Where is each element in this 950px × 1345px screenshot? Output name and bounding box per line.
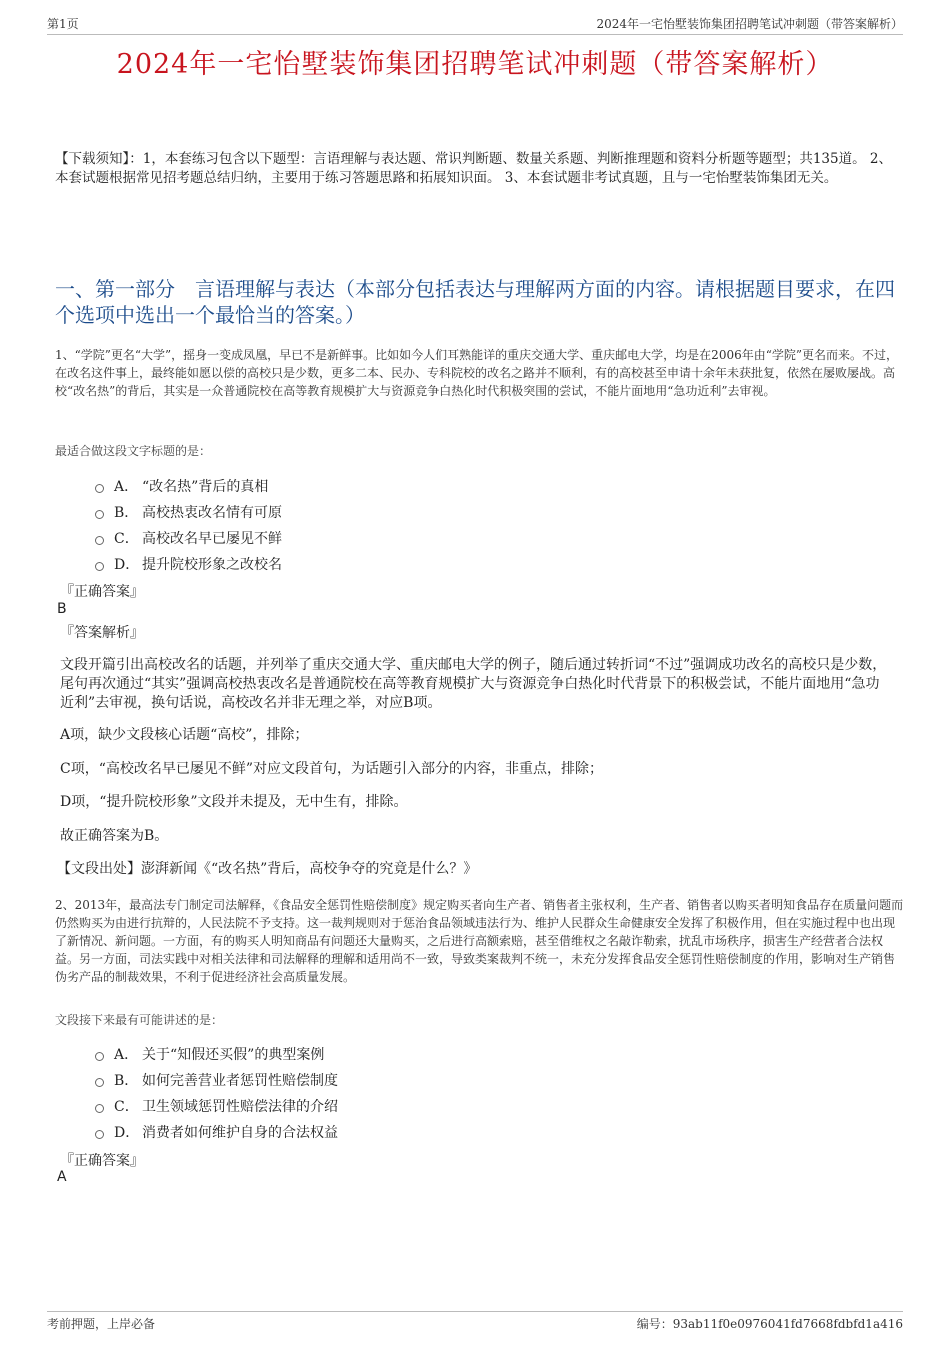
question-2-option-c[interactable]: C． 卫生领域惩罚性赔偿法律的介绍 [95, 1093, 695, 1119]
page-number: 第1页 [47, 17, 79, 31]
radio-icon[interactable] [95, 1130, 104, 1139]
page-footer [47, 1311, 903, 1332]
question-1-prompt: 最适合做这段文字标题的是： [55, 444, 212, 458]
question-2-prompt: 文段接下来最有可能讲述的是： [55, 1013, 224, 1027]
header-doc-title: 2024年一宅怡墅装饰集团招聘笔试冲刺题（带答案解析） [596, 17, 903, 31]
question-1-answer: B [57, 601, 67, 617]
document-title: 2024年一宅怡墅装饰集团招聘笔试冲刺题（带答案解析） [116, 49, 834, 80]
question-1-option-c[interactable]: C． 高校改名早已屡见不鲜 [95, 525, 695, 551]
radio-icon[interactable] [95, 562, 104, 571]
radio-icon[interactable] [95, 510, 104, 519]
question-1-options [95, 473, 695, 577]
question-2-text: 2、2013年，最高法专门制定司法解释，《食品安全惩罚性赔偿制度》规定购买者向生产者、销售者主张权利，生产者、销售者以购买者明知食品存在质量问题而仍然购买为由进行抗辩的，人民法院不予支持。这一裁判规则对于惩治食品领域违法行为、维护人民群众生命健康安全发挥了积极作用，但在实施过程中也出现了新情况、新问题。一方面，有的购买人明知商品有问题还大量购买，之后进行高额索赔，甚至借维权之名敲诈勒索，扰乱市场秩序，损害生产经营者合法权益。另一方面，司法实践中对相关法律和司法解释的理解和适用尚不一致，导致类案裁判不统一，未充分发挥食品安全惩罚性赔偿制度的作用，影响对生产销售伪劣产品的制裁效果，不利于促进经济社会高质量发展。 [55, 898, 904, 984]
question-2-option-b[interactable]: B． 如何完善营业者惩罚性赔偿制度 [95, 1067, 695, 1093]
question-2-option-a[interactable]: A． 关于“知假还买假”的典型案例 [95, 1041, 695, 1067]
radio-icon[interactable] [95, 1052, 104, 1061]
question-2-options [95, 1041, 695, 1145]
question-1-answer-label: 『正确答案』 [60, 584, 144, 600]
footer-slogan: 考前押题，上岸必备 [47, 1317, 156, 1331]
question-1-option-b[interactable]: B． 高校热衷改名情有可原 [95, 499, 695, 525]
question-1-analysis-c: C项，“高校改名早已屡见不鲜”对应文段首句，为话题引入部分的内容，非重点，排除； [60, 761, 604, 777]
question-1-option-a[interactable]: A． “改名热”背后的真相 [95, 473, 695, 499]
page-header [47, 14, 903, 35]
question-1-analysis-main: 文段开篇引出高校改名的话题，并列举了重庆交通大学、重庆邮电大学的例子，随后通过转折词“不过”强调成功改名的高校只是少数，尾句再次通过“其实”强调高校热衷改名是普通院校在高等教育规模扩大与资源竞争白热化时代背景下的积极尝试，不能片面地用“急功近利”去审视，换句话说，高校改名并非无理之举，对应B项。 [60, 657, 887, 711]
footer-doc-id: 编号：93ab11f0e0976041fd7668fdbfd1a416 [636, 1317, 903, 1331]
radio-icon[interactable] [95, 536, 104, 545]
question-1-text: 1、“学院”更名“大学”，摇身一变成凤凰，早已不是新鲜事。比如如今人们耳熟能详的重庆交通大学、重庆邮电大学，均是在2006年由“学院”更名而来。不过，在改名这件事上，最终能如愿以偿的高校只是少数，更多二本、民办、专科院校的改名之路并不顺利，有的高校甚至申请十余年未获批复，依然在屡败屡战。高校“改名热”的背后，其实是一众普通院校在高等教育规模扩大与资源竞争白热化时代积极突围的尝试，不能片面地用“急功近利”去审视。 [55, 348, 898, 398]
question-1-source: 【文段出处】澎湃新闻《“改名热”背后，高校争夺的究竟是什么？》 [57, 861, 478, 877]
radio-icon[interactable] [95, 1104, 104, 1113]
question-2-answer-label: 『正确答案』 [60, 1153, 144, 1169]
question-1-analysis-label: 『答案解析』 [60, 625, 144, 641]
question-2-option-d[interactable]: D． 消费者如何维护自身的合法权益 [95, 1119, 695, 1145]
section-title: 一、第一部分 言语理解与表达（本部分包括表达与理解两方面的内容。请根据题目要求，在四个选项中选出一个最恰当的答案。） [55, 277, 895, 327]
question-1-analysis-d: D项，“提升院校形象”文段并未提及，无中生有，排除。 [60, 794, 408, 810]
question-1-option-d[interactable]: D． 提升院校形象之改校名 [95, 551, 695, 577]
radio-icon[interactable] [95, 484, 104, 493]
question-1-analysis-conclusion: 故正确答案为B。 [60, 828, 169, 844]
question-2-answer: A [57, 1169, 67, 1185]
download-notice: 【下载须知】：1，本套练习包含以下题型：言语理解与表达题、常识判断题、数量关系题、判断推理题和资料分析题等题型；共135道。 2、本套试题根据常见招考题总结归纳，主要用于练习答题思路和拓展知识面。 3、本套试题非考试真题，且与一宅怡墅装饰集团无关。 [55, 151, 892, 186]
radio-icon[interactable] [95, 1078, 104, 1087]
question-1-analysis-a: A项，缺少文段核心话题“高校”，排除； [60, 727, 309, 743]
